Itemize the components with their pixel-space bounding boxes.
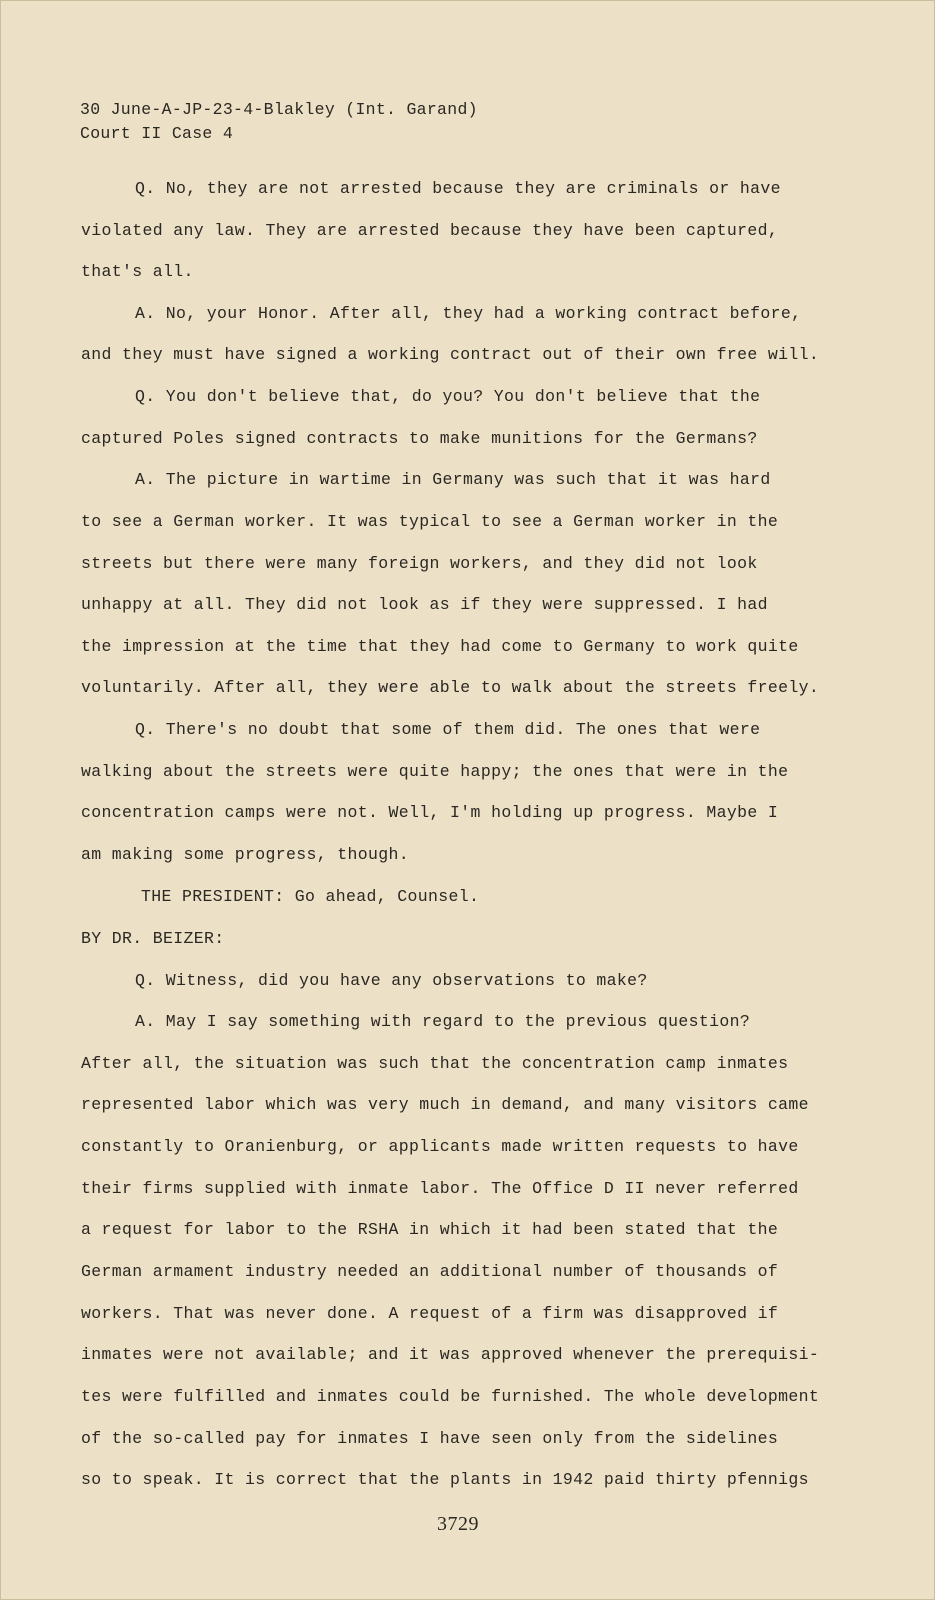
text-line: A. The picture in wartime in Germany was such that it was hard [135,470,771,489]
text-line: the impression at the time that they had come to Germany to work quite [81,637,799,656]
text-line: am making some progress, though. [81,845,410,864]
text-line: streets but there were many foreign workers, and they did not look [81,554,758,573]
text-line: Q. You don't believe that, do you? You don't believe that the [135,387,761,406]
examination-heading: BY DR. BEIZER: [81,929,225,948]
text-line: A. May I say something with regard to the previous question? [135,1012,751,1031]
text-line: inmates were not available; and it was approved whenever the prerequisi- [81,1345,820,1364]
text-line: workers. That was never done. A request of a firm was disapproved if [81,1304,779,1323]
text-line: voluntarily. After all, they were able to walk about the streets freely. [81,678,820,697]
text-line: Q. There's no doubt that some of them did. The ones that were [135,720,761,739]
text-line: After all, the situation was such that the concentration camp inmates [81,1054,789,1073]
text-line: that's all. [81,262,194,281]
text-line: violated any law. They are arrested because they have been captured, [81,221,779,240]
text-line: Q. No, they are not arrested because they are criminals or have [135,179,781,198]
text-line: and they must have signed a working contract out of their own free will. [81,345,820,364]
header-line-1: 30 June-A-JP-23-4-Blakley (Int. Garand) [80,100,478,119]
text-line: walking about the streets were quite happy; the ones that were in the [81,762,789,781]
text-line: constantly to Oranienburg, or applicants made written requests to have [81,1137,799,1156]
header-line-2: Court II Case 4 [80,124,234,143]
text-line: represented labor which was very much in demand, and many visitors came [81,1095,809,1114]
page-number: 3729 [437,1513,479,1535]
text-line: German armament industry needed an additional number of thousands of [81,1262,779,1281]
text-line: their firms supplied with inmate labor. The Office D II never referred [81,1179,799,1198]
text-line: concentration camps were not. Well, I'm holding up progress. Maybe I [81,803,779,822]
text-line: so to speak. It is correct that the plants in 1942 paid thirty pfennigs [81,1470,809,1489]
speaker-line: THE PRESIDENT: Go ahead, Counsel. [141,887,480,906]
text-line: of the so-called pay for inmates I have seen only from the sidelines [81,1429,779,1448]
text-line: tes were fulfilled and inmates could be furnished. The whole development [81,1387,820,1406]
text-line: captured Poles signed contracts to make munitions for the Germans? [81,429,758,448]
text-line: unhappy at all. They did not look as if they were suppressed. I had [81,595,768,614]
text-line: Q. Witness, did you have any observations to make? [135,971,648,990]
text-line: a request for labor to the RSHA in which it had been stated that the [81,1220,779,1239]
text-line: A. No, your Honor. After all, they had a working contract before, [135,304,802,323]
text-line: to see a German worker. It was typical to see a German worker in the [81,512,779,531]
document-header [80,98,478,146]
